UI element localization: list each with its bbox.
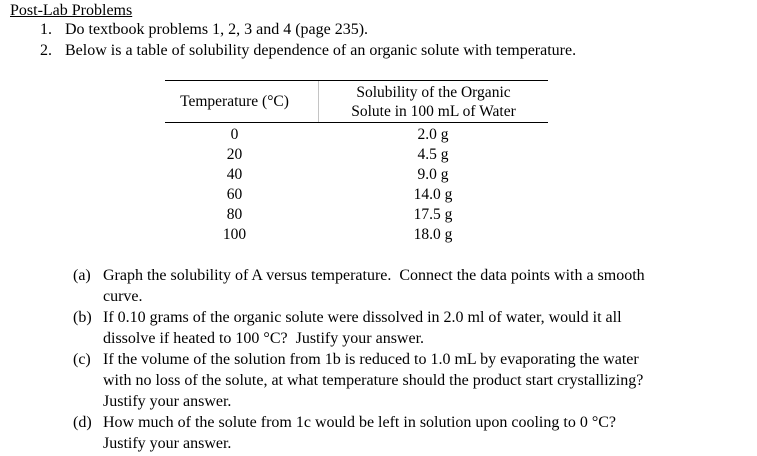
table-row [165, 185, 548, 205]
subproblem-c-text: If the volume of the solution from 1b is reduced to 1.0 mL by evaporating the water with no loss of the solute, at what temperature should the product start crystallizing? Justify your answer. [103, 351, 644, 410]
problem-1-number: 1. [40, 21, 52, 38]
table-row [165, 125, 548, 145]
temp-cell: 60 [226, 186, 243, 203]
solubility-cell: 4.5 g [417, 146, 449, 163]
subproblem-a-text: Graph the solubility of A versus temperature. Connect the data points with a smooth curve. [103, 267, 645, 305]
col-header-solubility [318, 81, 548, 122]
col-header-solubility-line2: Solute in 100 mL of Water [351, 103, 516, 120]
problem-item-2 [40, 41, 576, 62]
temp-cell: 100 [222, 226, 247, 243]
subproblem-d-text: How much of the solute from 1c would be left in solution upon cooling to 0 °C? Justify your answer. [103, 414, 616, 452]
solubility-cell: 9.0 g [417, 166, 449, 183]
table-row [165, 165, 548, 185]
problem-2-number: 2. [40, 41, 52, 59]
subproblem-d [73, 412, 645, 454]
solubility-cell: 17.5 g [413, 206, 453, 223]
solubility-cell: 2.0 g [417, 126, 449, 143]
subproblem-a-label: (a) [73, 267, 91, 284]
subproblem-d-label: (d) [73, 414, 92, 431]
subproblem-a [73, 265, 645, 307]
temp-cell: 20 [226, 146, 243, 163]
subproblem-b-label: (b) [73, 309, 92, 326]
table-row [165, 225, 548, 245]
problem-list [40, 20, 576, 61]
table-body [165, 123, 548, 245]
solubility-table [165, 80, 548, 245]
temp-cell: 40 [226, 166, 243, 183]
subproblem-c-label: (c) [73, 351, 91, 368]
page-title: Post-Lab Problems [10, 2, 133, 19]
col-header-temperature: Temperature (°C) [180, 92, 289, 110]
table-header-row [165, 81, 548, 123]
solubility-cell: 18.0 g [413, 226, 453, 243]
subproblem-list [73, 265, 645, 454]
problem-1-text: Do textbook problems 1, 2, 3 and 4 (page 235). [65, 21, 369, 38]
problem-2-text: Below is a table of solubility dependence of an organic solute with temperature. [65, 41, 577, 59]
subproblem-c [73, 349, 645, 412]
solubility-cell: 14.0 g [413, 186, 453, 203]
problem-item-1 [40, 20, 576, 41]
table-row [165, 205, 548, 225]
subproblem-b-text: If 0.10 grams of the organic solute were dissolved in 2.0 ml of water, would it all dissolve if heated to 100 °C? Justify your answer. [103, 309, 622, 347]
subproblem-b [73, 307, 645, 349]
table-row [165, 145, 548, 165]
temp-cell: 0 [230, 126, 239, 143]
temp-cell: 80 [226, 206, 243, 223]
col-header-solubility-line1: Solubility of the Organic [356, 84, 511, 101]
